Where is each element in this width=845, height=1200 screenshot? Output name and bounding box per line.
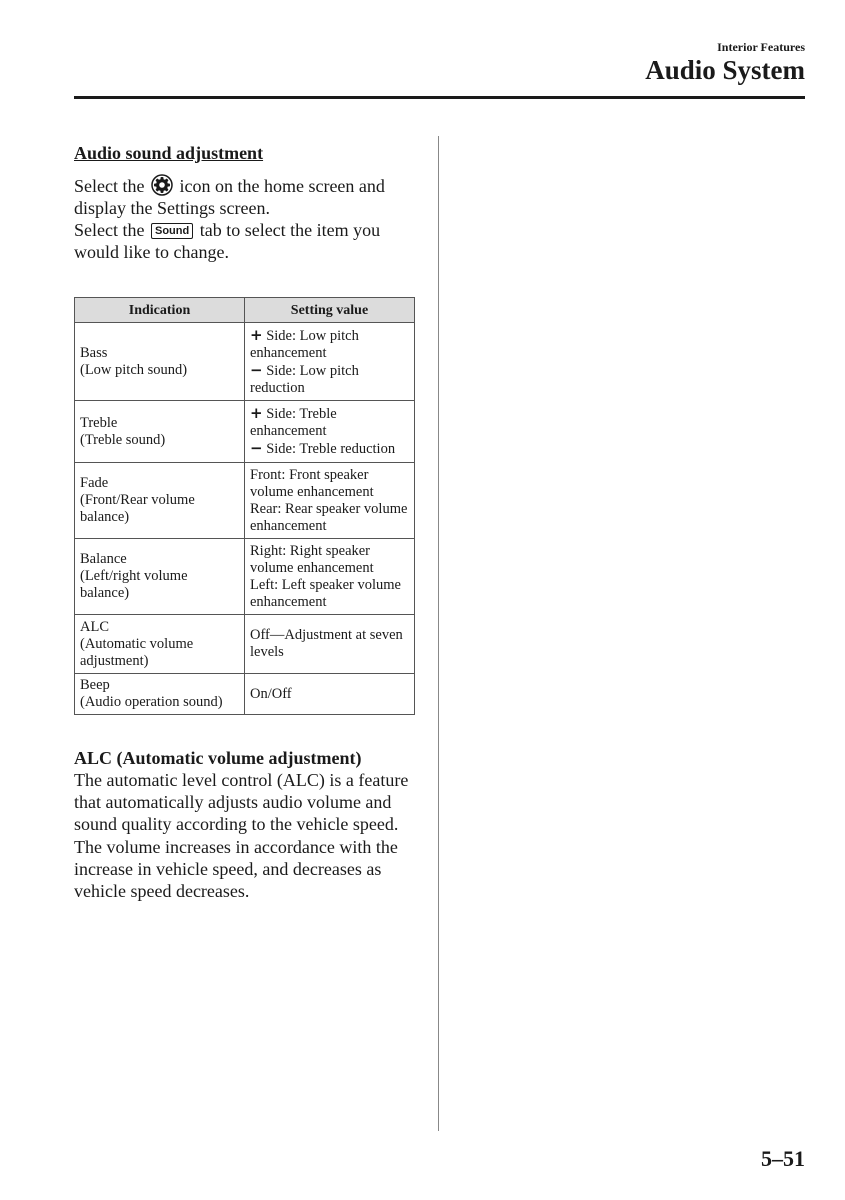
table-row [75,615,415,674]
indication-description: (Low pitch sound) [80,361,188,378]
intro-line-2-start: Select the [74,220,145,240]
setting-value-text: Front: Front speaker volume enhancement [250,466,374,500]
page-title: Audio System [645,55,805,85]
setting-value-text: Side: Treble reduction [262,441,396,457]
column-header: Setting value [245,298,415,323]
setting-value-text: Left: Left speaker volume enhancement [250,576,401,610]
indication-cell [75,401,245,463]
setting-value-cell [245,401,415,463]
setting-value-text: Right: Right speaker volume enhancement [250,542,374,576]
indication-description: (Front/Rear volume balance) [80,492,195,525]
setting-value-text: Off—Adjustment at seven levels [250,627,403,660]
setting-value-text: Side: Treble enhancement [250,406,337,439]
table-row [75,323,415,401]
intro-line-2 [74,219,416,263]
setting-value-cell [245,463,415,539]
indication-cell [75,615,245,674]
settings-table [74,297,415,715]
setting-value-cell [245,674,415,715]
indication-cell [75,674,245,715]
section-label: Interior Features [717,40,805,54]
page-number: 5–51 [761,1146,805,1171]
left-column [74,142,416,902]
intro-line-1-start: Select the [74,176,145,196]
alc-heading: ALC (Automatic volume adjustment) [74,748,362,768]
indication-name: Beep [80,677,110,693]
table-row [75,401,415,463]
header-rule [74,96,805,99]
indication-name: Fade [80,475,109,491]
indication-cell [75,323,245,401]
indication-cell [75,539,245,615]
indication-name: Treble [80,414,118,431]
intro-text [74,174,416,263]
plus-icon: + [250,325,263,344]
table-row [75,674,415,715]
intro-line-1 [74,174,416,219]
minus-icon: − [250,360,263,379]
setting-value-cell [245,539,415,615]
setting-value-text: On/Off [250,685,292,702]
column-header: Indication [75,298,245,323]
intro-line-2-end: tab to select the item you would like to change. [74,220,381,262]
alc-section [74,747,416,902]
table-header-row [75,298,415,323]
section-heading: Audio sound adjustment [74,143,264,163]
settings-gear-icon [151,174,173,196]
setting-value-text: Side: Low pitch reduction [250,362,359,396]
indication-name: ALC [80,618,109,635]
table-row [75,539,415,615]
indication-description: (Treble sound) [80,431,166,448]
setting-value-cell [245,615,415,674]
indication-description: (Audio operation sound) [80,694,223,710]
setting-value-text: Side: Low pitch enhancement [250,327,359,361]
indication-name: Bass [80,344,108,361]
setting-value-text: Rear: Rear speaker volume enhancement [250,500,408,534]
indication-description: (Automatic volume adjustment) [80,635,194,669]
intro-line-1-end: icon on the home screen and display the Settings screen. [74,176,385,218]
indication-description: (Left/right volume balance) [80,568,188,601]
plus-icon: + [250,404,263,422]
sound-tab-icon: Sound [151,223,193,239]
setting-value-cell [245,323,415,401]
alc-paragraph: The automatic level control (ALC) is a feature that automatically adjusts audio volume and sound quality according to the vehicle speed. The volume increases in accordance with the increase in vehicle speed, and decreases as vehicle speed decreases. [74,770,409,902]
indication-cell [75,463,245,539]
indication-name: Balance [80,551,127,567]
table-row [75,463,415,539]
column-divider [438,136,439,1131]
minus-icon: − [250,439,263,457]
